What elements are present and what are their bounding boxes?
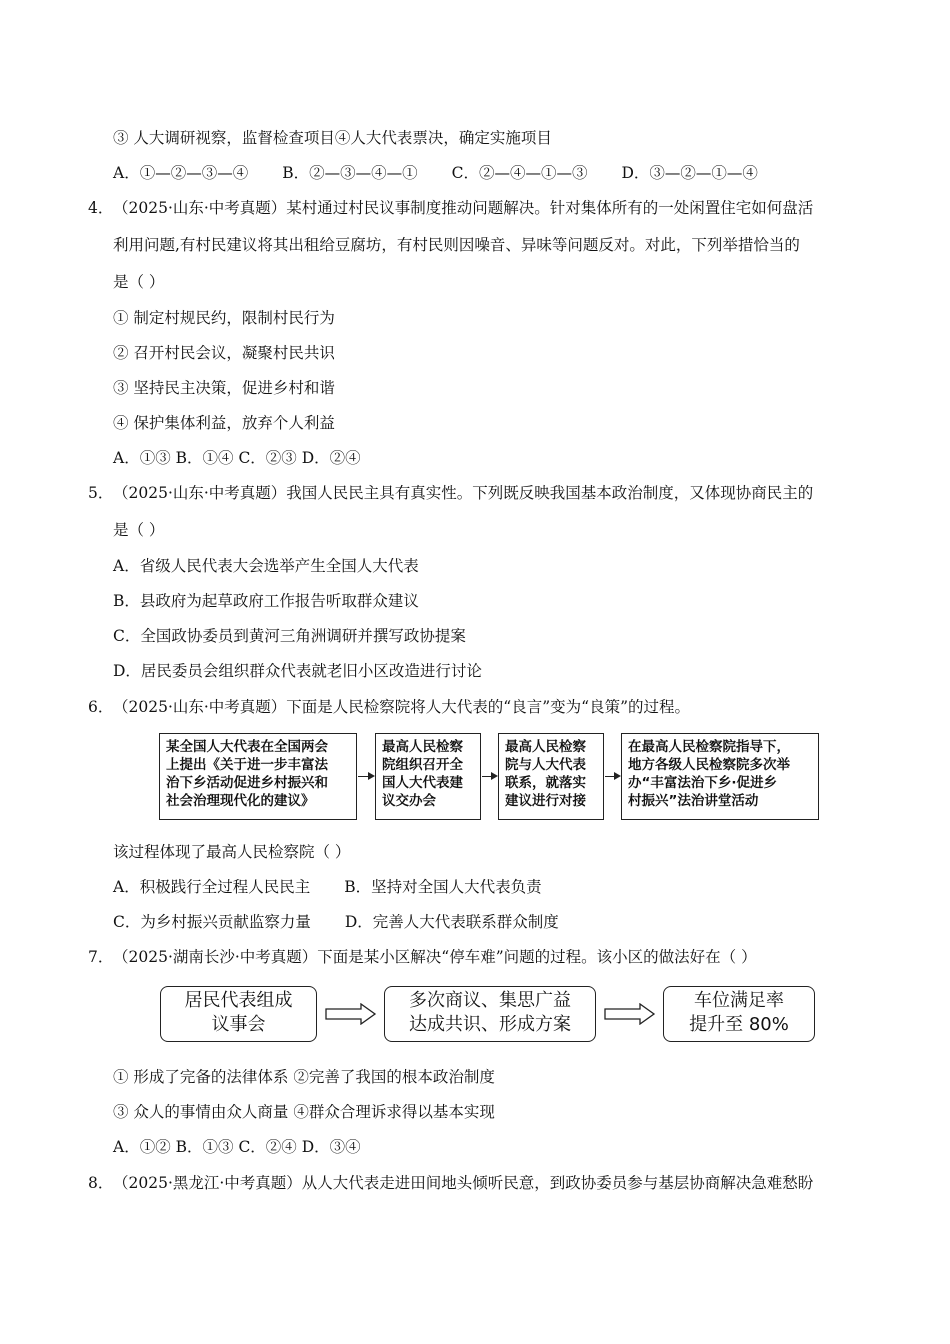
q6-options-row-1 xyxy=(113,877,542,897)
q5-option-d: D．居民委员会组织群众代表就老旧小区改造进行讨论 xyxy=(113,662,482,680)
q7-arrow-1 xyxy=(325,1003,377,1025)
q7-flow-step-3: 车位满足率 提升至 80% xyxy=(663,986,815,1042)
q4-item-1: ① 制定村规民约，限制村民行为 xyxy=(113,309,335,327)
q8-number: 8． xyxy=(88,1174,114,1192)
q4-stem-line-2: 利用问题,有村民建议将其出租给豆腐坊，有村民则因噪音、异味等问题反对。对此，下列举措恰当的 xyxy=(113,236,800,254)
q6-arrow-2 xyxy=(482,776,496,777)
q6-options-row-2 xyxy=(113,912,559,932)
q5-number: 5． xyxy=(88,484,114,502)
q3-option-c: C．②—④—①—③ xyxy=(451,164,588,182)
q4-options: A．①③ B．①④ C．②③ D．②④ xyxy=(113,449,361,467)
q3-item-3: ③ 人大调研视察，监督检查项目④人大代表票决，确定实施项目 xyxy=(113,129,552,147)
q4-item-3: ③ 坚持民主决策，促进乡村和谐 xyxy=(113,379,335,397)
q6-question: 该过程体现了最高人民检察院（ ） xyxy=(113,843,351,861)
q3-option-b: B．②—③—④—① xyxy=(282,164,418,182)
q4-stem-line-3: 是（ ） xyxy=(113,273,165,291)
q5-option-b: B．县政府为起草政府工作报告听取群众建议 xyxy=(113,592,419,610)
q4-item-4: ④ 保护集体利益，放弃个人利益 xyxy=(113,414,335,432)
q3-options xyxy=(113,163,758,183)
q7-stem: （2025·湖南长沙·中考真题）下面是某小区解决“停车难”问题的过程。该小区的做法好在（ ） xyxy=(113,948,757,966)
q3-option-a: A．①—②—③—④ xyxy=(113,164,249,182)
q5-option-c: C．全国政协委员到黄河三角洲调研并撰写政协提案 xyxy=(113,627,466,645)
q6-flow-step-4: 在最高人民检察院指导下， 地方各级人民检察院多次举 办“丰富法治下乡·促进乡 村振兴”法治讲堂活动 xyxy=(621,733,819,820)
q6-arrow-1 xyxy=(358,776,373,777)
q7-items-row-2: ③ 众人的事情由众人商量 ④群众合理诉求得以基本实现 xyxy=(113,1103,495,1121)
q8-stem: （2025·黑龙江·中考真题）从人大代表走进田间地头倾听民意，到政协委员参与基层协商解决急难愁盼 xyxy=(113,1174,814,1192)
q6-option-c: C．为乡村振兴贡献监察力量 xyxy=(113,913,311,931)
q5-option-a: A．省级人民代表大会选举产生全国人大代表 xyxy=(113,557,419,575)
q6-option-d: D．完善人大代表联系群众制度 xyxy=(344,913,559,931)
q6-flow-step-3: 最高人民检察 院与人大代表 联系，就落实 建议进行对接 xyxy=(498,733,604,820)
q6-option-a: A．积极践行全过程人民民主 xyxy=(113,878,311,896)
q7-number: 7． xyxy=(88,948,114,966)
q6-stem: （2025·山东·中考真题）下面是人民检察院将人大代表的“良言”变为“良策”的过程。 xyxy=(113,698,690,716)
q6-arrow-3 xyxy=(605,776,619,777)
q6-option-b: B．坚持对全国人大代表负责 xyxy=(344,878,542,896)
q7-arrow-2 xyxy=(604,1003,656,1025)
q7-flow-step-2: 多次商议、集思广益 达成共识、形成方案 xyxy=(384,986,596,1042)
q4-item-2: ② 召开村民会议，凝聚村民共识 xyxy=(113,344,335,362)
q5-stem-line-2: 是（ ） xyxy=(113,521,165,539)
q7-flow-step-1: 居民代表组成 议事会 xyxy=(160,986,317,1042)
q3-option-d: D．③—②—①—④ xyxy=(621,164,758,182)
q7-options: A．①② B．①③ C．②④ D．③④ xyxy=(113,1138,361,1156)
q6-flow-step-2: 最高人民检察 院组织召开全 国人大代表建 议交办会 xyxy=(375,733,481,820)
q4-stem-line-1: （2025·山东·中考真题）某村通过村民议事制度推动问题解决。针对集体所有的一处闲置住宅如何盘活 xyxy=(113,199,814,217)
q7-items-row-1: ① 形成了完备的法律体系 ②完善了我国的根本政治制度 xyxy=(113,1068,495,1086)
q6-flow-step-1: 某全国人大代表在全国两会 上提出《关于进一步丰富法 治下乡活动促进乡村振兴和 社会治理现代化的建议》 xyxy=(159,733,357,820)
q5-stem-line-1: （2025·山东·中考真题）我国人民民主具有真实性。下列既反映我国基本政治制度，又体现协商民主的 xyxy=(113,484,814,502)
q6-number: 6． xyxy=(88,698,114,716)
q4-number: 4． xyxy=(88,199,114,217)
